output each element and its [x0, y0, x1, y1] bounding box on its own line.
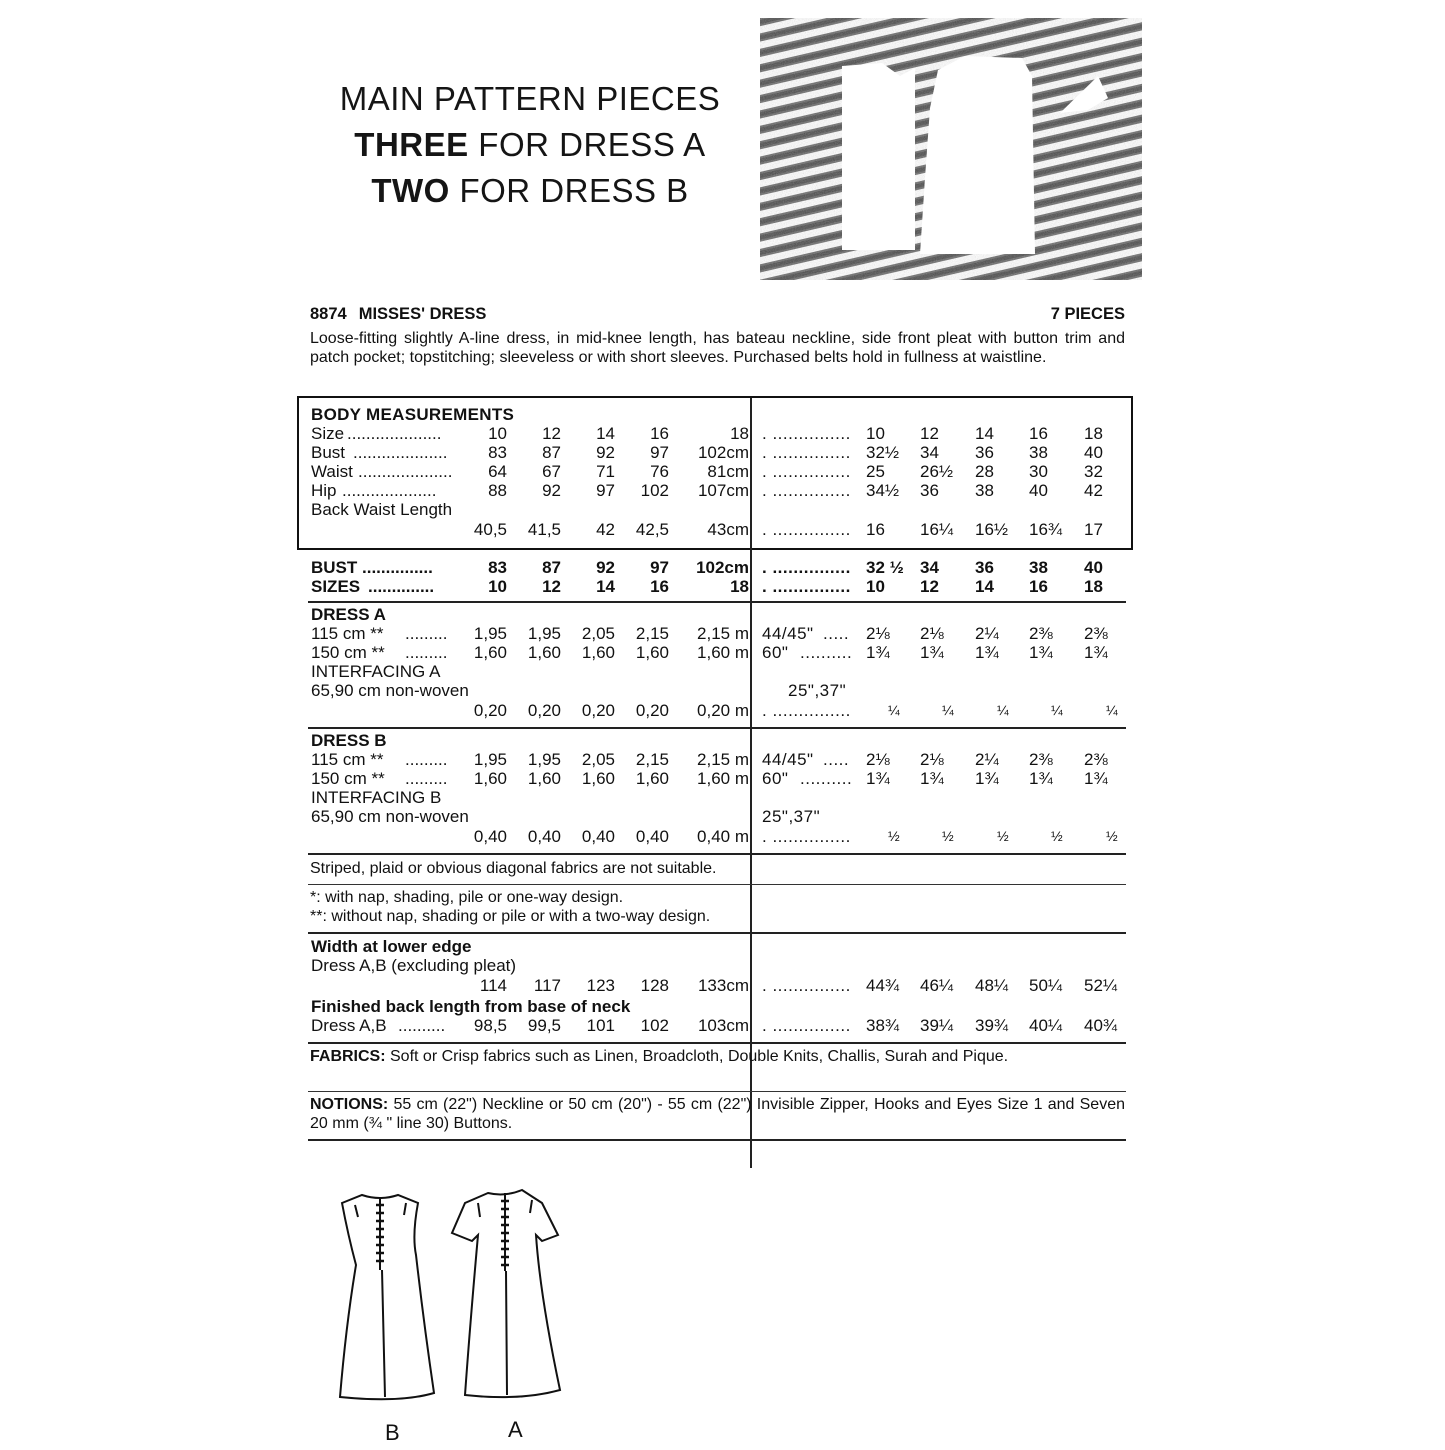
metric-value: 10	[488, 424, 507, 443]
imperial-value: 46¼	[920, 976, 954, 995]
metric-value: 1,60	[527, 769, 561, 788]
imperial-value: 16	[866, 520, 885, 539]
row-label: 150 cm **	[311, 769, 385, 788]
metric-value: 1,60	[581, 643, 615, 662]
imperial-value: 52¼	[1084, 976, 1118, 995]
fabrics-note: FABRICS: Soft or Crisp fabrics such as Linen, Broadcloth, Double Knits, Challis, Surah and Pique.	[310, 1048, 1009, 1065]
table-row	[0, 731, 1445, 750]
divider	[308, 1042, 1126, 1044]
metric-value: 2,15 m	[697, 624, 749, 643]
metric-value: 1,95	[527, 624, 561, 643]
row-label: INTERFACING B	[311, 788, 442, 807]
table-row	[0, 481, 1445, 500]
imperial-value: ½	[942, 828, 954, 844]
imperial-value: 10	[866, 424, 885, 443]
imperial-value: 1¾	[1029, 769, 1053, 788]
imperial-value: 1¾	[975, 643, 999, 662]
table-row	[0, 424, 1445, 443]
table-row	[0, 462, 1445, 481]
dot-leader: . ...............	[762, 827, 851, 846]
imperial-label: 44/45"	[762, 750, 814, 769]
imperial-value: ¼	[1051, 702, 1063, 718]
imperial-value: 44¾	[866, 976, 900, 995]
dot-leader: . ...............	[762, 558, 851, 577]
metric-value: 40,5	[473, 520, 507, 539]
metric-value: 101	[586, 1016, 615, 1035]
row-label: 65,90 cm non-woven	[311, 681, 469, 700]
imperial-value: 18	[1084, 424, 1103, 443]
metric-value: 18	[730, 424, 749, 443]
table-row	[0, 500, 1445, 519]
divider	[308, 932, 1126, 934]
divider	[308, 853, 1126, 855]
metric-value: 102	[640, 481, 669, 500]
single-star-note: *: with nap, shading, pile or one-way design.	[310, 889, 624, 906]
imperial-value: ½	[997, 828, 1009, 844]
metric-value: 87	[542, 558, 561, 577]
table-row	[0, 624, 1445, 643]
table-row	[0, 701, 1445, 720]
imperial-value: 26½	[920, 462, 954, 481]
metric-value: 1,60	[527, 643, 561, 662]
metric-value: 0,40	[635, 827, 669, 846]
imperial-value: 39¼	[920, 1016, 954, 1035]
dot-leader: .........	[405, 769, 448, 788]
metric-value: 92	[542, 481, 561, 500]
imperial-value: ½	[888, 828, 900, 844]
divider	[308, 1091, 1126, 1092]
metric-value: 2,15	[635, 750, 669, 769]
imperial-value: ¼	[942, 702, 954, 718]
row-label: 65,90 cm non-woven	[311, 807, 469, 826]
row-label: Dress A,B	[311, 1016, 387, 1035]
metric-value: 107cm	[697, 481, 749, 500]
metric-value: 0,40	[473, 827, 507, 846]
metric-value: 16	[650, 424, 669, 443]
imperial-value: 40	[1029, 481, 1048, 500]
metric-value: 92	[596, 443, 615, 462]
imperial-value: 2⅛	[920, 750, 944, 769]
double-star-note: **: without nap, shading or pile or with a two-way design.	[310, 908, 711, 925]
metric-value: 43cm	[707, 520, 749, 539]
metric-value: 0,40	[527, 827, 561, 846]
row-label: BUST	[311, 558, 358, 577]
imperial-value: 32½	[866, 443, 900, 462]
dot-leader: . ...............	[762, 577, 851, 596]
row-label: Hip	[311, 481, 337, 500]
dot-leader: .....	[823, 750, 850, 769]
table-row	[0, 520, 1445, 539]
table-row	[0, 643, 1445, 662]
table-row	[0, 827, 1445, 846]
metric-value: 98,5	[473, 1016, 507, 1035]
metric-value: 0,20	[581, 701, 615, 720]
metric-value: 102cm	[696, 558, 749, 577]
metric-value: 12	[542, 424, 561, 443]
metric-value: 14	[596, 577, 615, 596]
metric-value: 1,95	[527, 750, 561, 769]
metric-value: 88	[488, 481, 507, 500]
metric-value: 42,5	[635, 520, 669, 539]
imperial-label: 25",37"	[788, 681, 847, 700]
illustration-label-a: A	[508, 1417, 523, 1442]
divider	[308, 884, 1126, 885]
metric-value: 128	[640, 976, 669, 995]
imperial-value: 25	[866, 462, 885, 481]
metric-value: 1,60	[473, 643, 507, 662]
dot-leader: . ...............	[762, 462, 851, 481]
metric-value: 114	[479, 976, 507, 995]
metric-value: 12	[542, 577, 561, 596]
metric-value: 117	[533, 976, 561, 995]
dot-leader: ....................	[347, 424, 442, 443]
imperial-value: 10	[866, 577, 885, 596]
imperial-value: 1¾	[975, 769, 999, 788]
metric-value: 14	[596, 424, 615, 443]
metric-value: 102cm	[697, 443, 749, 462]
imperial-value: ¼	[888, 702, 900, 718]
unsuitable-fabrics-note: Striped, plaid or obvious diagonal fabrics are not suitable.	[310, 860, 717, 877]
dot-leader: .........	[405, 643, 448, 662]
imperial-value: 16	[1029, 577, 1048, 596]
metric-value: 0,20 m	[697, 701, 749, 720]
imperial-value: 2⅜	[1084, 624, 1108, 643]
imperial-value: 30	[1029, 462, 1048, 481]
metric-value: 1,60	[635, 643, 669, 662]
imperial-value: 1¾	[866, 769, 890, 788]
imperial-value: 1¾	[920, 769, 944, 788]
metric-value: 42	[596, 520, 615, 539]
metric-value: 0,40	[581, 827, 615, 846]
metric-value: 1,95	[473, 750, 507, 769]
row-label: Width at lower edge	[311, 937, 472, 956]
row-label: Size	[311, 424, 345, 443]
metric-value: 1,60	[473, 769, 507, 788]
metric-value: 0,20	[527, 701, 561, 720]
table-row	[0, 443, 1445, 462]
metric-value: 102	[640, 1016, 669, 1035]
metric-value: 83	[488, 443, 507, 462]
dot-leader: . ...............	[762, 443, 851, 462]
dot-leader: ...............	[362, 558, 433, 577]
imperial-value: 39¾	[975, 1016, 1009, 1035]
metric-value: 92	[596, 558, 615, 577]
dot-leader: . ...............	[762, 1016, 851, 1035]
metric-value: 2,05	[581, 624, 615, 643]
dot-leader: ....................	[358, 462, 453, 481]
metric-value: 123	[586, 976, 615, 995]
dot-leader: . ...............	[762, 976, 851, 995]
table-row	[0, 956, 1445, 975]
pattern-name: MISSES' DRESS	[358, 305, 487, 323]
metric-value: 76	[650, 462, 669, 481]
table-row	[0, 605, 1445, 624]
illustration-label-b: B	[385, 1420, 400, 1445]
metric-value: 87	[542, 443, 561, 462]
heading-line-2: THREE FOR DRESS A	[354, 126, 706, 163]
dot-leader: .........	[405, 624, 448, 643]
pattern-piece-left	[842, 63, 915, 250]
imperial-value: 34½	[866, 481, 900, 500]
metric-value: 2,15	[635, 624, 669, 643]
imperial-value: 2⅛	[866, 750, 890, 769]
imperial-value: 17	[1084, 520, 1103, 539]
metric-value: 1,60	[581, 769, 615, 788]
imperial-value: 18	[1084, 577, 1103, 596]
imperial-value: 40	[1084, 443, 1103, 462]
metric-value: 1,60	[635, 769, 669, 788]
row-label: Bust	[311, 443, 346, 462]
imperial-value: 1¾	[866, 643, 890, 662]
metric-value: 97	[650, 558, 669, 577]
row-label: 115 cm **	[311, 624, 384, 643]
metric-value: 16	[650, 577, 669, 596]
metric-value: 1,95	[473, 624, 507, 643]
imperial-value: 36	[975, 443, 994, 462]
dot-leader: .........	[405, 750, 448, 769]
imperial-value: 50¼	[1029, 976, 1063, 995]
metric-value: 97	[650, 443, 669, 462]
metric-value: 1,60 m	[697, 769, 749, 788]
imperial-value: 2⅛	[920, 624, 944, 643]
imperial-label: 25",37"	[762, 807, 821, 826]
imperial-value: 38	[1029, 558, 1048, 577]
imperial-value: 2¼	[975, 624, 999, 643]
imperial-value: 1¾	[1084, 643, 1108, 662]
dot-leader: . ...............	[762, 424, 851, 443]
pattern-number: 8874	[310, 305, 347, 323]
main-pattern-pieces-heading	[300, 76, 760, 214]
dot-leader: ..........	[800, 643, 853, 662]
imperial-value: 34	[920, 443, 939, 462]
imperial-value: 40¾	[1084, 1016, 1118, 1035]
dot-leader: ..............	[368, 577, 435, 596]
metric-value: 97	[596, 481, 615, 500]
imperial-value: 42	[1084, 481, 1103, 500]
metric-value: 0,40 m	[697, 827, 749, 846]
dot-leader: . ...............	[762, 520, 851, 539]
imperial-value: 38¾	[866, 1016, 900, 1035]
fabric-stripes-image	[760, 18, 1142, 280]
heading-line-1: MAIN PATTERN PIECES	[339, 80, 721, 117]
dot-leader: .....	[823, 624, 850, 643]
row-label: 115 cm **	[311, 750, 384, 769]
imperial-value: 12	[920, 424, 939, 443]
dot-leader: ....................	[342, 481, 437, 500]
imperial-value: 2⅜	[1029, 624, 1053, 643]
metric-value: 2,05	[581, 750, 615, 769]
metric-value: 18	[730, 577, 749, 596]
metric-value: 99,5	[527, 1016, 561, 1035]
pattern-description: Loose-fitting slightly A-line dress, in mid-knee length, has bateau neckline, side front pleat with button trim and patch pocket; topstitching; sleeveless or with short sleeves. Purchased belts hold in fullness at waistline.	[310, 330, 1125, 366]
imperial-value: 2⅜	[1084, 750, 1108, 769]
imperial-value: 48¼	[975, 976, 1009, 995]
metric-value: 2,15 m	[697, 750, 749, 769]
metric-value: 41,5	[527, 520, 561, 539]
metric-value: 0,20	[473, 701, 507, 720]
dot-leader: . ...............	[762, 701, 851, 720]
pattern-piece-center	[920, 56, 1035, 254]
dress-a-short-sleeve-illustration	[452, 1190, 560, 1397]
metric-value: 133cm	[697, 976, 749, 995]
imperial-value: 1¾	[920, 643, 944, 662]
table-row	[0, 681, 1445, 700]
table-row	[0, 937, 1445, 956]
table-row	[0, 1016, 1445, 1035]
table-row	[0, 750, 1445, 769]
metric-value: 83	[488, 558, 507, 577]
pattern-pieces-count: 7 PIECES	[1050, 305, 1125, 323]
table-row	[0, 577, 1445, 596]
dot-leader: ..........	[398, 1016, 446, 1035]
imperial-value: 32 ½	[866, 558, 904, 577]
imperial-value: 16	[1029, 424, 1048, 443]
metric-value: 71	[596, 462, 615, 481]
notions-note: NOTIONS: 55 cm (22") Neckline or 50 cm (20") - 55 cm (22") Invisible Zipper, Hooks and Eyes Size 1 and Seven 20 mm (¾ " line 30) Buttons.	[310, 1096, 1125, 1132]
table-row	[0, 788, 1445, 807]
row-label: SIZES	[311, 577, 361, 596]
heading-line-3: TWO FOR DRESS B	[371, 172, 689, 209]
fabric-layout-swatch	[760, 18, 1142, 280]
row-label: Back Waist Length	[311, 500, 453, 519]
metric-value: 67	[542, 462, 561, 481]
metric-value: 0,20	[635, 701, 669, 720]
imperial-label: 44/45"	[762, 624, 814, 643]
imperial-value: ½	[1051, 828, 1063, 844]
table-row	[0, 558, 1445, 577]
metric-value: 81cm	[707, 462, 749, 481]
row-label: DRESS B	[311, 731, 387, 750]
dress-b-sleeveless-illustration	[340, 1195, 434, 1399]
divider	[308, 727, 1126, 729]
table-row	[0, 807, 1445, 826]
imperial-value: 14	[975, 577, 994, 596]
row-label: Waist	[311, 462, 353, 481]
imperial-value: 2⅛	[866, 624, 890, 643]
imperial-value: 32	[1084, 462, 1103, 481]
imperial-value: 16¼	[920, 520, 954, 539]
dot-leader: ..........	[800, 769, 853, 788]
metric-value: 1,60 m	[697, 643, 749, 662]
table-row	[0, 976, 1445, 995]
dot-leader: . ...............	[762, 481, 851, 500]
dress-back-illustrations	[320, 1175, 580, 1445]
imperial-value: 40¼	[1029, 1016, 1063, 1035]
imperial-value: 1¾	[1029, 643, 1053, 662]
row-label: Dress A,B (excluding pleat)	[311, 956, 517, 975]
imperial-value: 14	[975, 424, 994, 443]
imperial-label: 60"	[762, 769, 789, 788]
imperial-value: 36	[920, 481, 939, 500]
table-row	[0, 662, 1445, 681]
imperial-value: 38	[1029, 443, 1048, 462]
imperial-label: 60"	[762, 643, 789, 662]
table-row	[0, 997, 1445, 1016]
imperial-value: 34	[920, 558, 939, 577]
imperial-value: ¼	[1106, 702, 1118, 718]
imperial-value: 16¾	[1029, 520, 1063, 539]
body-measurements-title: BODY MEASUREMENTS	[311, 405, 515, 424]
imperial-value: 12	[920, 577, 939, 596]
row-label: DRESS A	[311, 605, 386, 624]
row-label: Finished back length from base of neck	[311, 997, 631, 1016]
imperial-value: 36	[975, 558, 994, 577]
divider	[308, 601, 1126, 603]
imperial-value: 38	[975, 481, 994, 500]
imperial-value: 2¼	[975, 750, 999, 769]
imperial-value: ½	[1106, 828, 1118, 844]
row-label: INTERFACING A	[311, 662, 441, 681]
metric-value: 10	[488, 577, 507, 596]
imperial-value: 2⅜	[1029, 750, 1053, 769]
imperial-value: ¼	[997, 702, 1009, 718]
metric-value: 64	[488, 462, 507, 481]
pattern-title-row	[310, 305, 1125, 324]
dot-leader: ....................	[353, 443, 448, 462]
imperial-value: 40	[1084, 558, 1103, 577]
metric-value: 103cm	[697, 1016, 749, 1035]
imperial-value: 28	[975, 462, 994, 481]
imperial-value: 1¾	[1084, 769, 1108, 788]
table-row	[0, 769, 1445, 788]
row-label: 150 cm **	[311, 643, 385, 662]
divider	[308, 1139, 1126, 1141]
imperial-value: 16½	[975, 520, 1009, 539]
